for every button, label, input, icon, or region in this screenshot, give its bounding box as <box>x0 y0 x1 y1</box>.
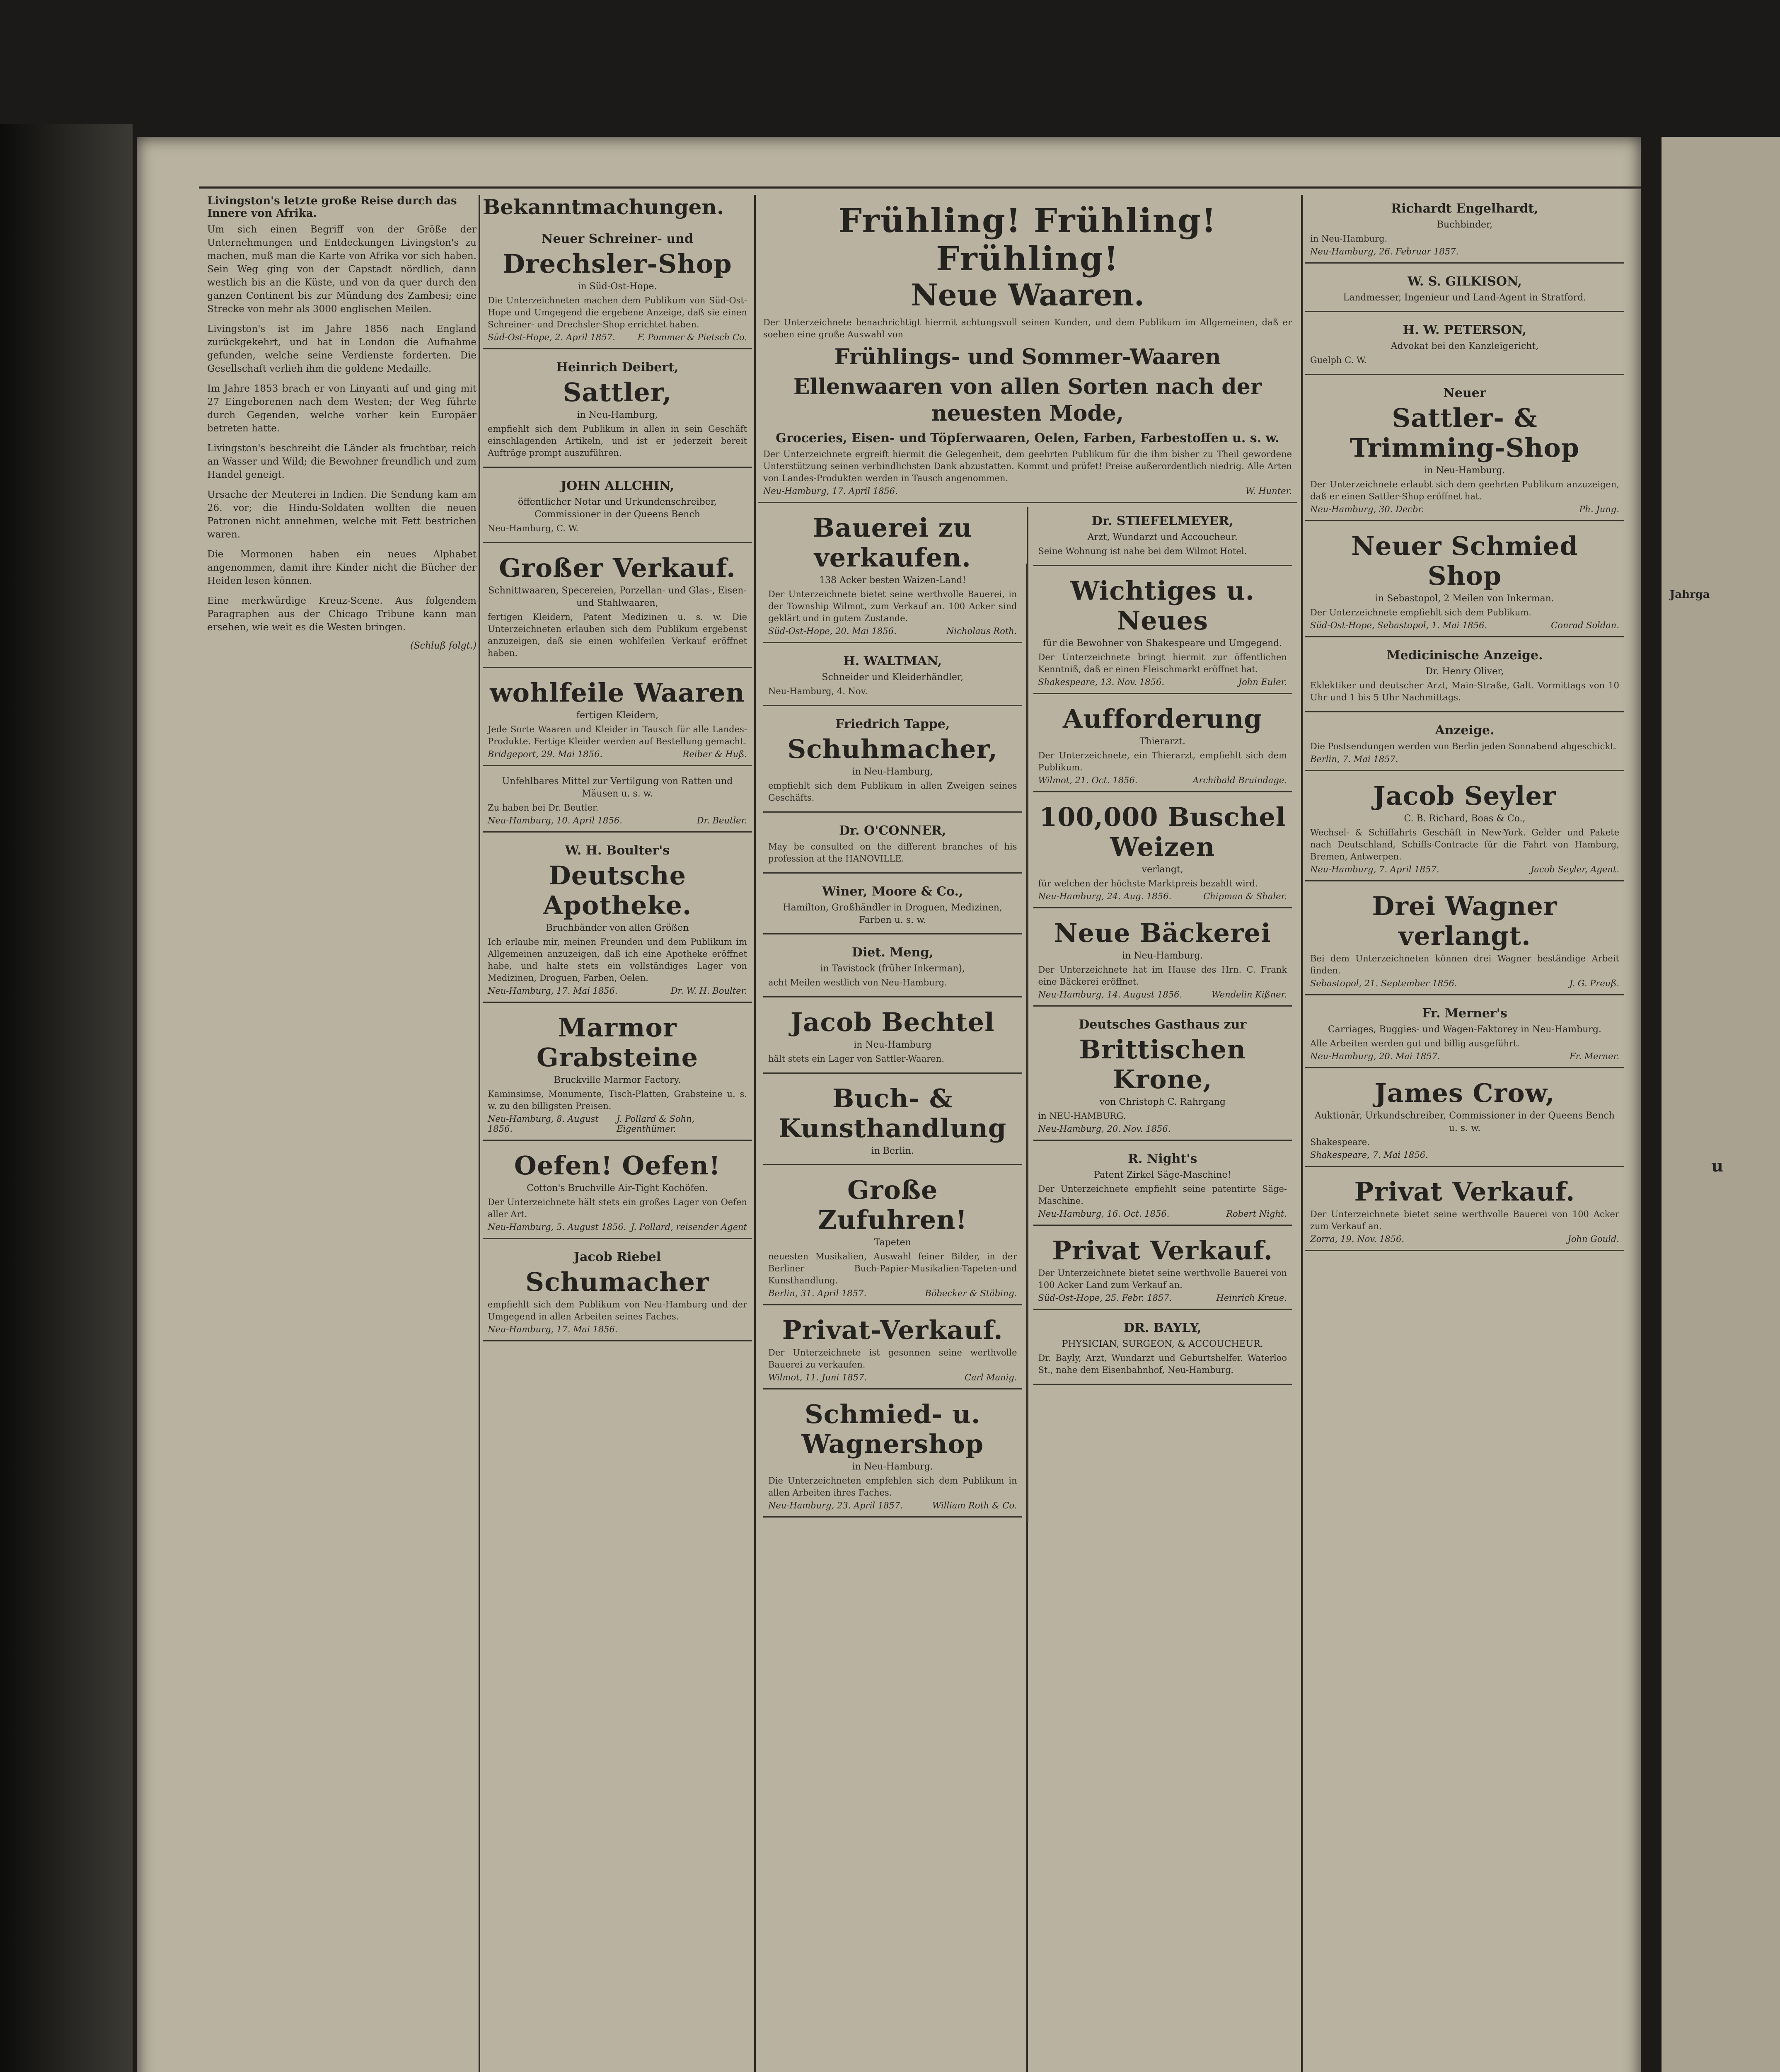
advertisement <box>1033 796 1292 908</box>
article-paragraph: Ursache der Meuterei in Indien. Die Sendung kam am 26. vor; die Hindu-Soldaten wollten die neuen Patronen nicht annehmen, welche mit Fett bestrichen waren. <box>207 489 476 540</box>
ad-body: Seine Wohnung ist nahe bei dem Wilmot Hotel. <box>1038 546 1247 556</box>
ad-subline: in Tavistock (früher Inkerman), <box>820 963 965 974</box>
ad-date: Neu-Hamburg, 24. Aug. 1856. <box>1038 891 1172 901</box>
ad-subline: für die Bewohner von Shakespeare und Umgegend. <box>1043 638 1282 649</box>
advertisement <box>763 939 1022 997</box>
ad-kicker: Neuer <box>1443 386 1486 400</box>
ad-body: Jede Sorte Waaren und Kleider in Tausch für alle Landes-Produkte. Fertige Kleider werden auf Bestellung gemacht. <box>488 724 747 746</box>
next-page-edge <box>1661 137 1780 2072</box>
ad-kicker: R. Night's <box>1128 1152 1197 1166</box>
right-column <box>1305 195 1624 2072</box>
article-paragraph: Im Jahre 1853 brach er von Linyanti auf und ging mit 27 Eingeborenen nach dem Westen; der Weg führte durch Gegenden, welche vorher kein Europäer betreten hatte. <box>207 383 476 434</box>
ad-kicker: H. WALTMAN, <box>843 654 942 668</box>
ad-kicker: Richardt Engelhardt, <box>1391 201 1538 216</box>
ad-date: Neu-Hamburg, 26. Februar 1857. <box>1310 247 1459 257</box>
ad-headline: Wichtiges u. Neues <box>1070 576 1255 636</box>
spring-body: Der Unterzeichnete ergreift hiermit die Gelegenheit, dem geehrten Publikum für die ihm bisher zu Theil gewordene Unterstützung seinen verbindlichsten Dank abzustatten. Kommt und prüfet! Preise außerordentlich niedrig. Alle Arten von Landes-Produkten werden in Tausch angenommen. <box>763 449 1292 483</box>
ad-headline: Oefen! Oefen! <box>514 1150 721 1181</box>
advertisement <box>1033 1314 1292 1385</box>
ad-signature: Carl Manig. <box>965 1372 1017 1382</box>
ad-body: Der Unterzeichnete empfiehlt sich dem Publikum. <box>1310 608 1531 617</box>
advertisement <box>763 878 1022 934</box>
advertisement <box>763 1310 1022 1389</box>
article-body <box>207 223 476 634</box>
ad-headline: Drechsler-Shop <box>503 249 732 279</box>
ad-body: Eklektiker und deutscher Arzt, Main-Straße, Galt. Vormittags von 10 Uhr und 1 bis 5 Uhr Nachmittags. <box>1310 680 1619 702</box>
ad-kicker: Diet. Meng, <box>851 945 934 960</box>
ad-body: Kaminsimse, Monumente, Tisch-Platten, Grabsteine u. s. w. zu den billigsten Preisen. <box>488 1089 747 1111</box>
advertisement <box>1305 775 1624 881</box>
ad-signature: John Euler. <box>1238 677 1287 687</box>
ad-date: Neu-Hamburg, 17. Mai 1856. <box>488 1324 618 1334</box>
ad-signature: Dr. W. H. Boulter. <box>670 986 747 996</box>
ad-date: Neu-Hamburg, 17. Mai 1856. <box>488 986 618 996</box>
ad-subline: in Neu-Hamburg. <box>1122 951 1203 961</box>
ad-body: Der Unterzeichnete empfiehlt seine patentirte Säge-Maschine. <box>1038 1184 1287 1206</box>
ad-date: Süd-Ost-Hope, 2. April 1857. <box>488 332 615 342</box>
ad-subline: Schnittwaaren, Specereien, Porzellan- und Glas-, Eisen- und Stahlwaaren, <box>488 586 747 608</box>
ad-signature: William Roth & Co. <box>932 1501 1017 1510</box>
ad-headline: Brittischen Krone, <box>1079 1034 1246 1094</box>
article-title: Livingston's letzte große Reise durch das Innere von Afrika. <box>207 195 457 220</box>
ad-headline: Schuhmacher, <box>787 734 998 764</box>
center-left-ads <box>758 507 1028 1522</box>
ad-signature: Böbecker & Stäbing. <box>925 1288 1017 1298</box>
ad-body: Der Unterzeichnete hat im Hause des Hrn. C. Frank eine Bäckerei eröffnet. <box>1038 965 1287 987</box>
ad-signature: Heinrich Kreue. <box>1216 1293 1287 1303</box>
ad-headline: Deutsche Apotheke. <box>543 860 692 920</box>
ad-body: Der Unterzeichnete bietet seine werthvolle Bauerei von 100 Acker zum Verkauf an. <box>1310 1209 1619 1231</box>
advertisement <box>483 1007 752 1141</box>
advertisement <box>1033 570 1292 694</box>
ad-body: May be consulted on the different branches of his profession at the HANOVILLE. <box>768 842 1017 864</box>
advertisement <box>1305 1171 1624 1251</box>
advertisement <box>483 1243 752 1341</box>
ad-body: acht Meilen westlich von Neu-Hamburg. <box>768 978 947 988</box>
advertisement <box>1033 507 1292 566</box>
ad-date: Neu-Hamburg, 10. April 1856. <box>488 816 622 825</box>
advertisement <box>1305 716 1624 771</box>
ad-subline: in Sebastopol, 2 Meilen von Inkerman. <box>1375 593 1554 604</box>
ad-subline: Thierarzt. <box>1139 736 1185 747</box>
advertisement <box>763 1394 1022 1518</box>
ad-body: hält stets ein Lager von Sattler-Waaren. <box>768 1054 944 1064</box>
spring-intro: Der Unterzeichnete benachrichtigt hiermit achtungsvoll seinen Kunden, und dem Publikum im Allgemeinen, daß er soeben eine große Auswahl von <box>763 317 1292 339</box>
ad-date: Sebastopol, 21. September 1856. <box>1310 978 1457 988</box>
column-rule <box>479 195 480 2072</box>
ad-headline: Neue Bäckerei <box>1054 918 1271 948</box>
article-paragraph: Eine merkwürdige Kreuz-Scene. Aus folgendem Paragraphen aus der Chicago Tribune kann man ersehen, wie weit es die Westen bringen. <box>207 595 476 633</box>
ad-signature: Chipman & Shaler. <box>1203 891 1287 901</box>
ad-signature: W. Hunter. <box>1246 486 1292 496</box>
ad-subline: in Neu-Hamburg, <box>852 767 933 777</box>
ad-date: Shakespeare, 7. Mai 1856. <box>1310 1150 1428 1160</box>
ad-kicker: Anzeige. <box>1435 723 1495 738</box>
article-paragraph: Um sich einen Begriff von der Größe der Unternehmungen und Entdeckungen Livingston's zu machen, muß man die Karte von Afrika vor sich haben. Sein Weg ging von der Capstadt nördlich, dann westlich bis an die Küste, und von da quer durch den ganzen Continent bis zur Mündung des Zambesi; eine Strecke von mehr als 3000 englischen Meilen. <box>207 224 476 315</box>
advertisement <box>763 647 1022 706</box>
ad-body: empfiehlt sich dem Publikum in allen Zweigen seines Geschäfts. <box>768 781 1017 803</box>
ad-subline: Landmesser, Ingenieur und Land-Agent in Stratford. <box>1343 293 1587 303</box>
ad-headline: Privat Verkauf. <box>1052 1235 1273 1266</box>
ad-date: Zorra, 19. Nov. 1856. <box>1310 1234 1405 1244</box>
ad-headline: Neuer Schmied Shop <box>1351 531 1578 591</box>
ad-body: Zu haben bei Dr. Beutler. <box>488 803 599 813</box>
ad-headline: Sattler- & Trimming-Shop <box>1350 403 1580 463</box>
ad-date: Berlin, 31. April 1857. <box>768 1288 867 1298</box>
ad-headline: Jacob Bechtel <box>790 1007 995 1037</box>
spring-title: Frühling! Frühling! Frühling! <box>838 201 1217 278</box>
ad-subline: öffentlicher Notar und Urkundenschreiber, Commissioner in der Queens Bench <box>518 497 717 520</box>
advertisement <box>763 817 1022 874</box>
ad-headline: Sattler, <box>563 377 672 407</box>
ad-signature: F. Pommer & Pietsch Co. <box>637 332 747 342</box>
ad-headline: Drei Wagner verlangt. <box>1372 891 1558 951</box>
ad-signature: Jacob Seyler, Agent. <box>1530 864 1619 874</box>
ad-date: Neu-Hamburg, 23. April 1857. <box>768 1501 903 1510</box>
spring-headline-3: Groceries, Eisen- und Töpferwaaren, Oelen, Farben, Farbestoffen u. s. w. <box>776 431 1279 445</box>
next-page-header: Jahrga <box>1670 588 1710 601</box>
ad-subline: PHYSICIAN, SURGEON, & ACCOUCHEUR. <box>1062 1339 1263 1349</box>
advertisement <box>1033 1011 1292 1141</box>
next-page-letter: u <box>1711 1156 1724 1176</box>
ad-date: Bridgeport, 29. Mai 1856. <box>488 749 603 759</box>
ad-signature: J. G. Preuß. <box>1569 978 1619 988</box>
ad-date: Neu-Hamburg, 16. Oct. 1856. <box>1038 1209 1170 1219</box>
spring-headline-1: Frühlings- und Sommer-Waaren <box>834 344 1221 370</box>
ad-subline: Patent Zirkel Säge-Maschine! <box>1094 1170 1231 1180</box>
advertisement <box>483 1145 752 1239</box>
ad-date: Neu-Hamburg, 14. August 1856. <box>1038 990 1183 1000</box>
ad-kicker: H. W. PETERSON, <box>1403 323 1527 337</box>
ad-headline: Großer Verkauf. <box>499 553 736 583</box>
advertisement <box>483 353 752 468</box>
ad-date: Neu-Hamburg, 5. August 1856. <box>488 1222 626 1232</box>
ad-subline: in Berlin. <box>871 1146 914 1156</box>
advertisement <box>483 837 752 1003</box>
ad-subline: in Neu-Hamburg. <box>1424 465 1505 476</box>
ad-kicker: Jacob Riebel <box>573 1250 661 1264</box>
ad-body: Wechsel- & Schiffahrts Geschäft in New-York. Gelder und Pakete nach Deutschland, Schiffs-Contracte für die Fahrt von Hamburg, Bremen, Antwerpen. <box>1310 828 1619 862</box>
ad-signature: J. Pollard & Sohn, Eigenthümer. <box>617 1114 695 1134</box>
ad-headline: Bauerei zu verkaufen. <box>813 513 972 573</box>
advertisement <box>483 672 752 766</box>
ad-headline: wohlfeile Waaren <box>490 678 745 708</box>
ad-body: empfiehlt sich dem Publikum in allen in sein Geschäft einschlagenden Artikeln, und ist er jederzeit bereit Aufträge prompt auszuführen. <box>488 424 747 458</box>
ad-subline: verlangt, <box>1142 864 1183 875</box>
advertisement <box>1305 1072 1624 1167</box>
ad-list <box>483 225 752 1341</box>
ad-subline: in Neu-Hamburg. <box>852 1462 933 1472</box>
ad-kicker: W. S. GILKISON, <box>1408 274 1522 289</box>
ad-date: Süd-Ost-Hope, Sebastopol, 1. Mai 1856. <box>1310 620 1487 630</box>
ad-body: Dr. Bayly, Arzt, Wundarzt und Geburtshelfer. Waterloo St., nahe dem Eisenbahnhof, Neu-Hamburg. <box>1038 1353 1287 1375</box>
ad-signature: Fr. Merner. <box>1570 1051 1619 1061</box>
advertisement <box>763 710 1022 813</box>
ad-kicker: Dr. O'CONNER, <box>839 823 946 838</box>
ad-kicker: DR. BAYLY, <box>1123 1321 1202 1335</box>
advertisement <box>1305 379 1624 521</box>
column-rule <box>754 195 756 2072</box>
advertisement <box>483 225 752 349</box>
advertisement <box>763 1169 1022 1305</box>
ad-signature: Wendelin Kißner. <box>1211 990 1287 1000</box>
ad-headline: Schumacher <box>525 1267 709 1297</box>
ad-kicker: Medicinische Anzeige. <box>1386 648 1543 663</box>
center-right-ads <box>1028 507 1297 1522</box>
ad-body: Der Unterzeichnete bietet seine werthvolle Bauerei von 100 Acker Land zum Verkauf an. <box>1038 1268 1287 1290</box>
ad-subline: Tapeten <box>874 1237 911 1248</box>
ad-headline: Schmied- u. Wagnershop <box>801 1399 984 1459</box>
ad-body: Neu-Hamburg, 4. Nov. <box>768 686 868 696</box>
ad-signature: Nicholaus Roth. <box>946 626 1017 636</box>
advertisement <box>1305 195 1624 264</box>
ad-subline: Buchbinder, <box>1437 220 1493 230</box>
advertisement <box>483 770 752 833</box>
ad-signature: John Gould. <box>1567 1234 1619 1244</box>
ad-body: Der Unterzeichnete ist gesonnen seine werthvolle Bauerei zu verkaufen. <box>768 1348 1017 1370</box>
advertisement <box>483 472 752 543</box>
advertisement <box>763 1078 1022 1165</box>
advertisement <box>1305 886 1624 995</box>
ad-headline: Privat-Verkauf. <box>782 1315 1003 1345</box>
ad-kicker: JOHN ALLCHIN, <box>560 479 675 493</box>
ad-kicker: Winer, Moore & Co., <box>822 884 963 899</box>
ad-kicker: Heinrich Deibert, <box>556 360 679 375</box>
ad-signature: J. Pollard, reisender Agent <box>631 1222 747 1232</box>
ad-date: Neu-Hamburg, 30. Decbr. <box>1310 504 1424 514</box>
ad-subline: 138 Acker besten Waizen-Land! <box>819 575 966 586</box>
ad-subline: in Neu-Hamburg <box>854 1040 932 1050</box>
advertisement <box>1305 1000 1624 1068</box>
ad-subline: Schneider und Kleiderhändler, <box>822 672 964 683</box>
advertisement <box>483 547 752 668</box>
ad-subline: in Süd-Ost-Hope. <box>578 281 657 292</box>
ad-body: Guelph C. W. <box>1310 355 1367 365</box>
advertisement <box>1305 268 1624 312</box>
advertisement <box>1305 641 1624 712</box>
article-paragraph: Die Mormonen haben ein neues Alphabet angenommen, damit ihre Kinder nicht die Bücher der Heiden lesen können. <box>207 549 476 586</box>
ad-body: fertigen Kleidern, Patent Medizinen u. s. w. Die Unterzeichneten erlauben sich dem Publikum ergebenst anzuzeigen, daß sie einen wohlfeilen Verkauf eröffnet haben. <box>488 612 747 658</box>
ad-body: Die Unterzeichneten empfehlen sich dem Publikum in allen Arbeiten ihres Faches. <box>768 1476 1017 1498</box>
ad-kicker: Dr. STIEFELMEYER, <box>1091 514 1233 528</box>
ad-subline: Advokat bei den Kanzleigericht, <box>1391 341 1539 351</box>
spring-subtitle: Neue Waaren. <box>911 277 1144 312</box>
ad-body: in NEU-HAMBURG. <box>1038 1111 1126 1121</box>
advertisement <box>1305 316 1624 375</box>
ad-subline: fertigen Kleidern, <box>576 710 659 721</box>
ad-kicker: Fr. Merner's <box>1422 1006 1507 1021</box>
ad-subline: Arzt, Wundarzt und Accoucheur. <box>1087 532 1238 542</box>
advertisement <box>1033 913 1292 1007</box>
ad-headline: James Crow, <box>1374 1078 1555 1108</box>
ad-date: Neu-Hamburg, 20. Nov. 1856. <box>1038 1124 1171 1134</box>
ad-subline: C. B. Richard, Boas & Co., <box>1404 813 1526 824</box>
ad-body: für welchen der höchste Marktpreis bezahlt wird. <box>1038 879 1258 888</box>
advertisement <box>1033 1145 1292 1226</box>
ad-signature: Ph. Jung. <box>1579 504 1619 514</box>
ad-subline: Cotton's Bruchville Air-Tight Kochöfen. <box>527 1183 708 1193</box>
ad-body: Alle Arbeiten werden gut und billig ausgeführt. <box>1310 1038 1520 1048</box>
ad-body: Der Unterzeichnete bringt hiermit zur öffentlichen Kenntniß, daß er einen Fleischmarkt eröffnet hat. <box>1038 652 1287 674</box>
ad-date: Neu-Hamburg, 7. April 1857. <box>1310 864 1439 874</box>
ad-signature: Dr. Beutler. <box>697 816 747 825</box>
announcements-column <box>483 195 752 2072</box>
advertisement <box>763 1002 1022 1074</box>
advertisement <box>1305 525 1624 637</box>
ad-kicker: W. H. Boulter's <box>565 843 670 858</box>
article-continued: (Schluß folgt.) <box>410 641 476 651</box>
center-columns <box>758 195 1297 2072</box>
ad-body: Die Unterzeichneten machen dem Publikum von Süd-Ost-Hope und Umgegend die ergebene Anzeige, daß sie einen Schreiner- und Drechsler-Shop errichtet haben. <box>488 295 747 329</box>
article-paragraph: Livingston's beschreibt die Länder als fruchtbar, reich an Wasser und Wild; die Bewohner freundlich und zum Handel geneigt. <box>207 443 476 480</box>
spring-headline-2: Ellenwaaren von allen Sorten nach der neuesten Mode, <box>793 374 1262 426</box>
ad-subline: Hamilton, Großhändler in Droguen, Medizinen, Farben u. s. w. <box>783 903 1002 925</box>
ad-date: Süd-Ost-Hope, 25. Febr. 1857. <box>1038 1293 1172 1303</box>
ad-list <box>1305 195 1624 1251</box>
ad-headline: Große Zufuhren! <box>817 1175 967 1235</box>
ad-kicker: Friedrich Tappe, <box>835 717 950 731</box>
ad-body: Der Unterzeichnete hält stets ein großes Lager von Oefen aller Art. <box>488 1197 747 1219</box>
ad-subline: Unfehlbares Mittel zur Vertilgung von Ratten und Mäusen u. s. w. <box>502 776 733 799</box>
top-rule <box>199 186 1641 189</box>
ad-body: empfiehlt sich dem Publikum von Neu-Hamburg und der Umgegend in allen Arbeiten seines Faches. <box>488 1300 747 1322</box>
ad-headline: Marmor Grabsteine <box>536 1012 699 1072</box>
column-title: Bekanntmachungen. <box>483 195 724 219</box>
ad-subline: Bruckville Marmor Factory. <box>554 1075 681 1085</box>
ad-subline: von Christoph C. Rahrgang <box>1099 1097 1226 1107</box>
ad-date: Shakespeare, 13. Nov. 1856. <box>1038 677 1164 687</box>
ad-subline: Bruchbänder von allen Größen <box>546 923 689 933</box>
ad-date: Berlin, 7. Mai 1857. <box>1310 754 1398 764</box>
ad-date: Wilmot, 21. Oct. 1856. <box>1038 775 1138 785</box>
ad-body: in Neu-Hamburg. <box>1310 234 1388 244</box>
ad-body: Ich erlaube mir, meinen Freunden und dem Publikum im Allgemeinen anzuzeigen, daß ich eine Apotheke eröffnet habe, und halte stets ein vollständiges Lager von Medizinen, Droguen, Farben, Oelen. <box>488 937 747 983</box>
ad-headline: Jacob Seyler <box>1373 781 1556 811</box>
advertisement <box>763 507 1022 643</box>
ad-headline: Privat Verkauf. <box>1354 1176 1575 1207</box>
article-column <box>207 195 476 2072</box>
ad-subline: Carriages, Buggies- und Wagen-Faktorey in Neu-Hamburg. <box>1328 1024 1602 1035</box>
column-rule <box>1301 195 1303 2072</box>
ad-subline: Auktionär, Urkundschreiber, Commissioner in der Queens Bench u. s. w. <box>1315 1111 1615 1133</box>
spring-goods-ad <box>758 195 1297 503</box>
ad-headline: Buch- & Kunsthandlung <box>779 1083 1007 1143</box>
ad-body: Der Unterzeichnete bietet seine werthvolle Bauerei, in der Township Wilmot, zum Verkauf an. 100 Acker sind geklärt und in gutem Zustande. <box>768 589 1017 623</box>
ad-body: Die Postsendungen werden von Berlin jeden Sonnabend abgeschickt. <box>1310 741 1617 751</box>
ad-date: Süd-Ost-Hope, 20. Mai 1856. <box>768 626 897 636</box>
ad-signature: Conrad Soldan. <box>1551 620 1619 630</box>
ad-headline: 100,000 Buschel Weizen <box>1039 802 1286 862</box>
ad-signature: Archibald Bruindage. <box>1192 775 1287 785</box>
ad-kicker: Deutsches Gasthaus zur <box>1079 1017 1247 1032</box>
article-paragraph: Livingston's ist im Jahre 1856 nach England zurückgekehrt, und hat in London die Aufnahme gefunden, welche seine Verdienste forderten. Die Gesellschaft verlieh ihm die goldene Medaille. <box>207 324 476 374</box>
ad-kicker: Neuer Schreiner- und <box>542 232 693 246</box>
ad-subline: in Neu-Hamburg, <box>577 410 658 420</box>
ad-date: Wilmot, 11. Juni 1857. <box>768 1372 867 1382</box>
ad-body: Neu-Hamburg, C. W. <box>488 523 579 533</box>
ad-body: Bei dem Unterzeichneten können drei Wagner beständige Arbeit finden. <box>1310 954 1619 975</box>
ad-signature: Robert Night. <box>1226 1209 1287 1219</box>
ad-date: Neu-Hamburg, 8. August 1856. <box>488 1114 599 1134</box>
ad-body: Shakespeare. <box>1310 1137 1370 1147</box>
ad-subline: Dr. Henry Oliver, <box>1425 666 1504 677</box>
advertisement <box>1033 1230 1292 1310</box>
left-page-edge <box>0 124 133 2072</box>
ad-date: Neu-Hamburg, 20. Mai 1857. <box>1310 1051 1440 1061</box>
ad-body: Der Unterzeichnete erlaubt sich dem geehrten Publikum anzuzeigen, daß er einen Sattler-Shop eröffnet hat. <box>1310 479 1619 501</box>
ad-date: Neu-Hamburg, 17. April 1856. <box>763 486 898 496</box>
advertisement <box>1033 698 1292 792</box>
ad-body: Der Unterzeichnete, ein Thierarzt, empfiehlt sich dem Publikum. <box>1038 750 1287 772</box>
ad-headline: Aufforderung <box>1062 704 1262 734</box>
ad-signature: Reiber & Huß. <box>682 749 747 759</box>
ad-body: neuesten Musikalien, Auswahl feiner Bilder, in der Berliner Buch-Papier-Musikalien-Tapeten-und Kunsthandlung. <box>768 1251 1017 1285</box>
